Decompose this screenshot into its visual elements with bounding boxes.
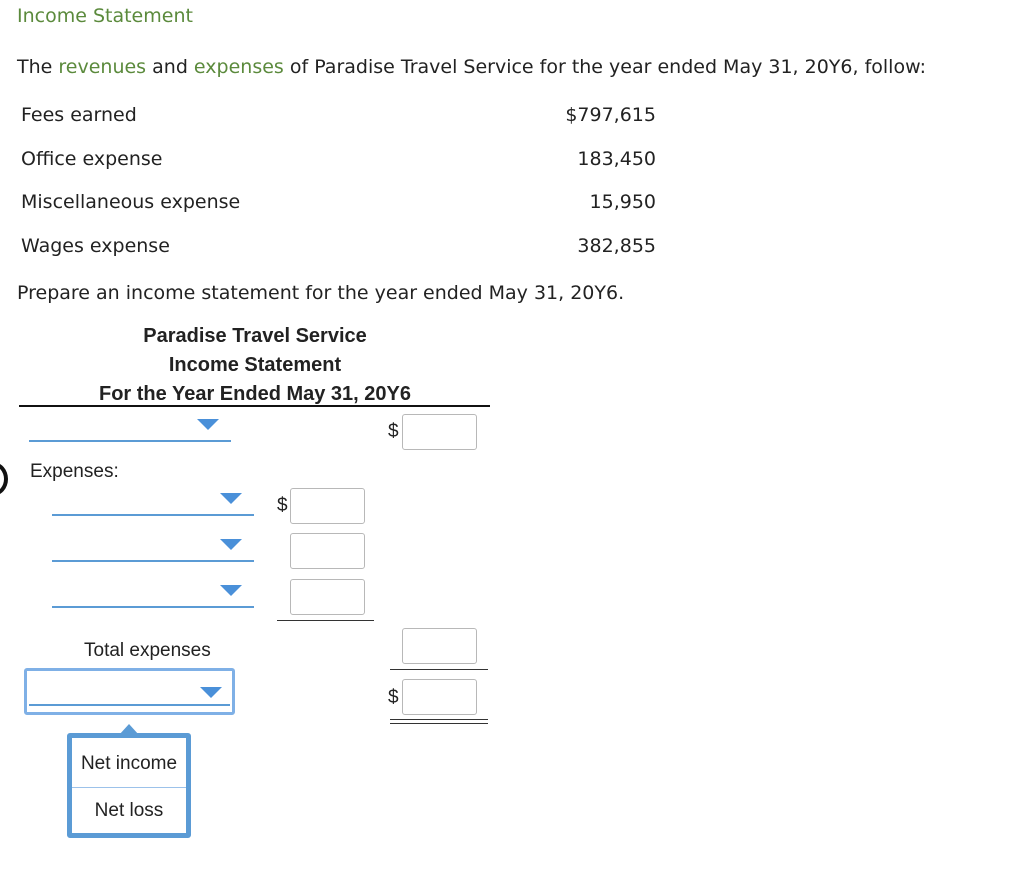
option-net-income[interactable]: Net income [80, 753, 178, 774]
total-expenses-label: Total expenses [84, 640, 211, 661]
given-label-wages: Wages expense [21, 235, 170, 257]
subtotal-rule [277, 620, 374, 621]
expense-amount-input-3[interactable] [290, 579, 365, 615]
instructions: Prepare an income statement for the year ended May 31, 20Y6. [17, 282, 625, 304]
select-underline [29, 704, 230, 706]
chevron-down-icon [220, 493, 242, 504]
given-value-wages: 382,855 [577, 235, 656, 257]
double-rule-top [390, 719, 488, 720]
option-net-loss[interactable]: Net loss [94, 800, 164, 821]
revenue-amount-input[interactable] [402, 414, 477, 450]
dollar-sign: $ [277, 495, 288, 516]
intro-suffix: of Paradise Travel Service for the year ended May 31, 20Y6, follow: [283, 56, 926, 78]
expense-account-select-3[interactable] [52, 576, 254, 608]
result-dropdown-menu [67, 733, 191, 838]
total-expenses-input[interactable] [402, 628, 477, 664]
expenses-label: Expenses: [30, 461, 119, 482]
expense-amount-input-1[interactable] [290, 488, 365, 524]
net-result-input[interactable] [402, 679, 477, 715]
header-divider [19, 405, 490, 407]
statement-period: For the Year Ended May 31, 20Y6 [99, 383, 411, 405]
intro-text [17, 56, 926, 78]
result-account-select[interactable] [24, 668, 235, 715]
page-title: Income Statement [17, 5, 193, 27]
expense-account-select-2[interactable] [52, 530, 254, 562]
chevron-down-icon [200, 687, 222, 698]
chevron-down-icon [220, 539, 242, 550]
given-label-misc: Miscellaneous expense [21, 191, 241, 213]
chevron-down-icon [220, 585, 242, 596]
given-value-office: 183,450 [577, 148, 656, 170]
total-rule [390, 669, 488, 670]
double-rule-bottom [390, 723, 488, 724]
given-label-office: Office expense [21, 148, 163, 170]
statement-company: Paradise Travel Service [143, 325, 367, 347]
edge-circle-artifact [0, 462, 8, 496]
dollar-sign: $ [388, 687, 399, 708]
chevron-down-icon [197, 419, 219, 430]
statement-name: Income Statement [168, 354, 342, 376]
expenses-link[interactable]: expenses [193, 56, 284, 78]
revenues-link[interactable]: revenues [58, 56, 147, 78]
given-value-fees: $797,615 [565, 104, 656, 126]
intro-prefix: The [17, 56, 59, 78]
given-value-misc: 15,950 [589, 191, 656, 213]
revenue-account-select[interactable] [29, 410, 231, 442]
option-divider [72, 787, 186, 788]
intro-mid: and [146, 56, 194, 78]
dollar-sign: $ [388, 421, 399, 442]
given-label-fees: Fees earned [21, 104, 137, 126]
expense-amount-input-2[interactable] [290, 533, 365, 569]
expense-account-select-1[interactable] [52, 484, 254, 516]
